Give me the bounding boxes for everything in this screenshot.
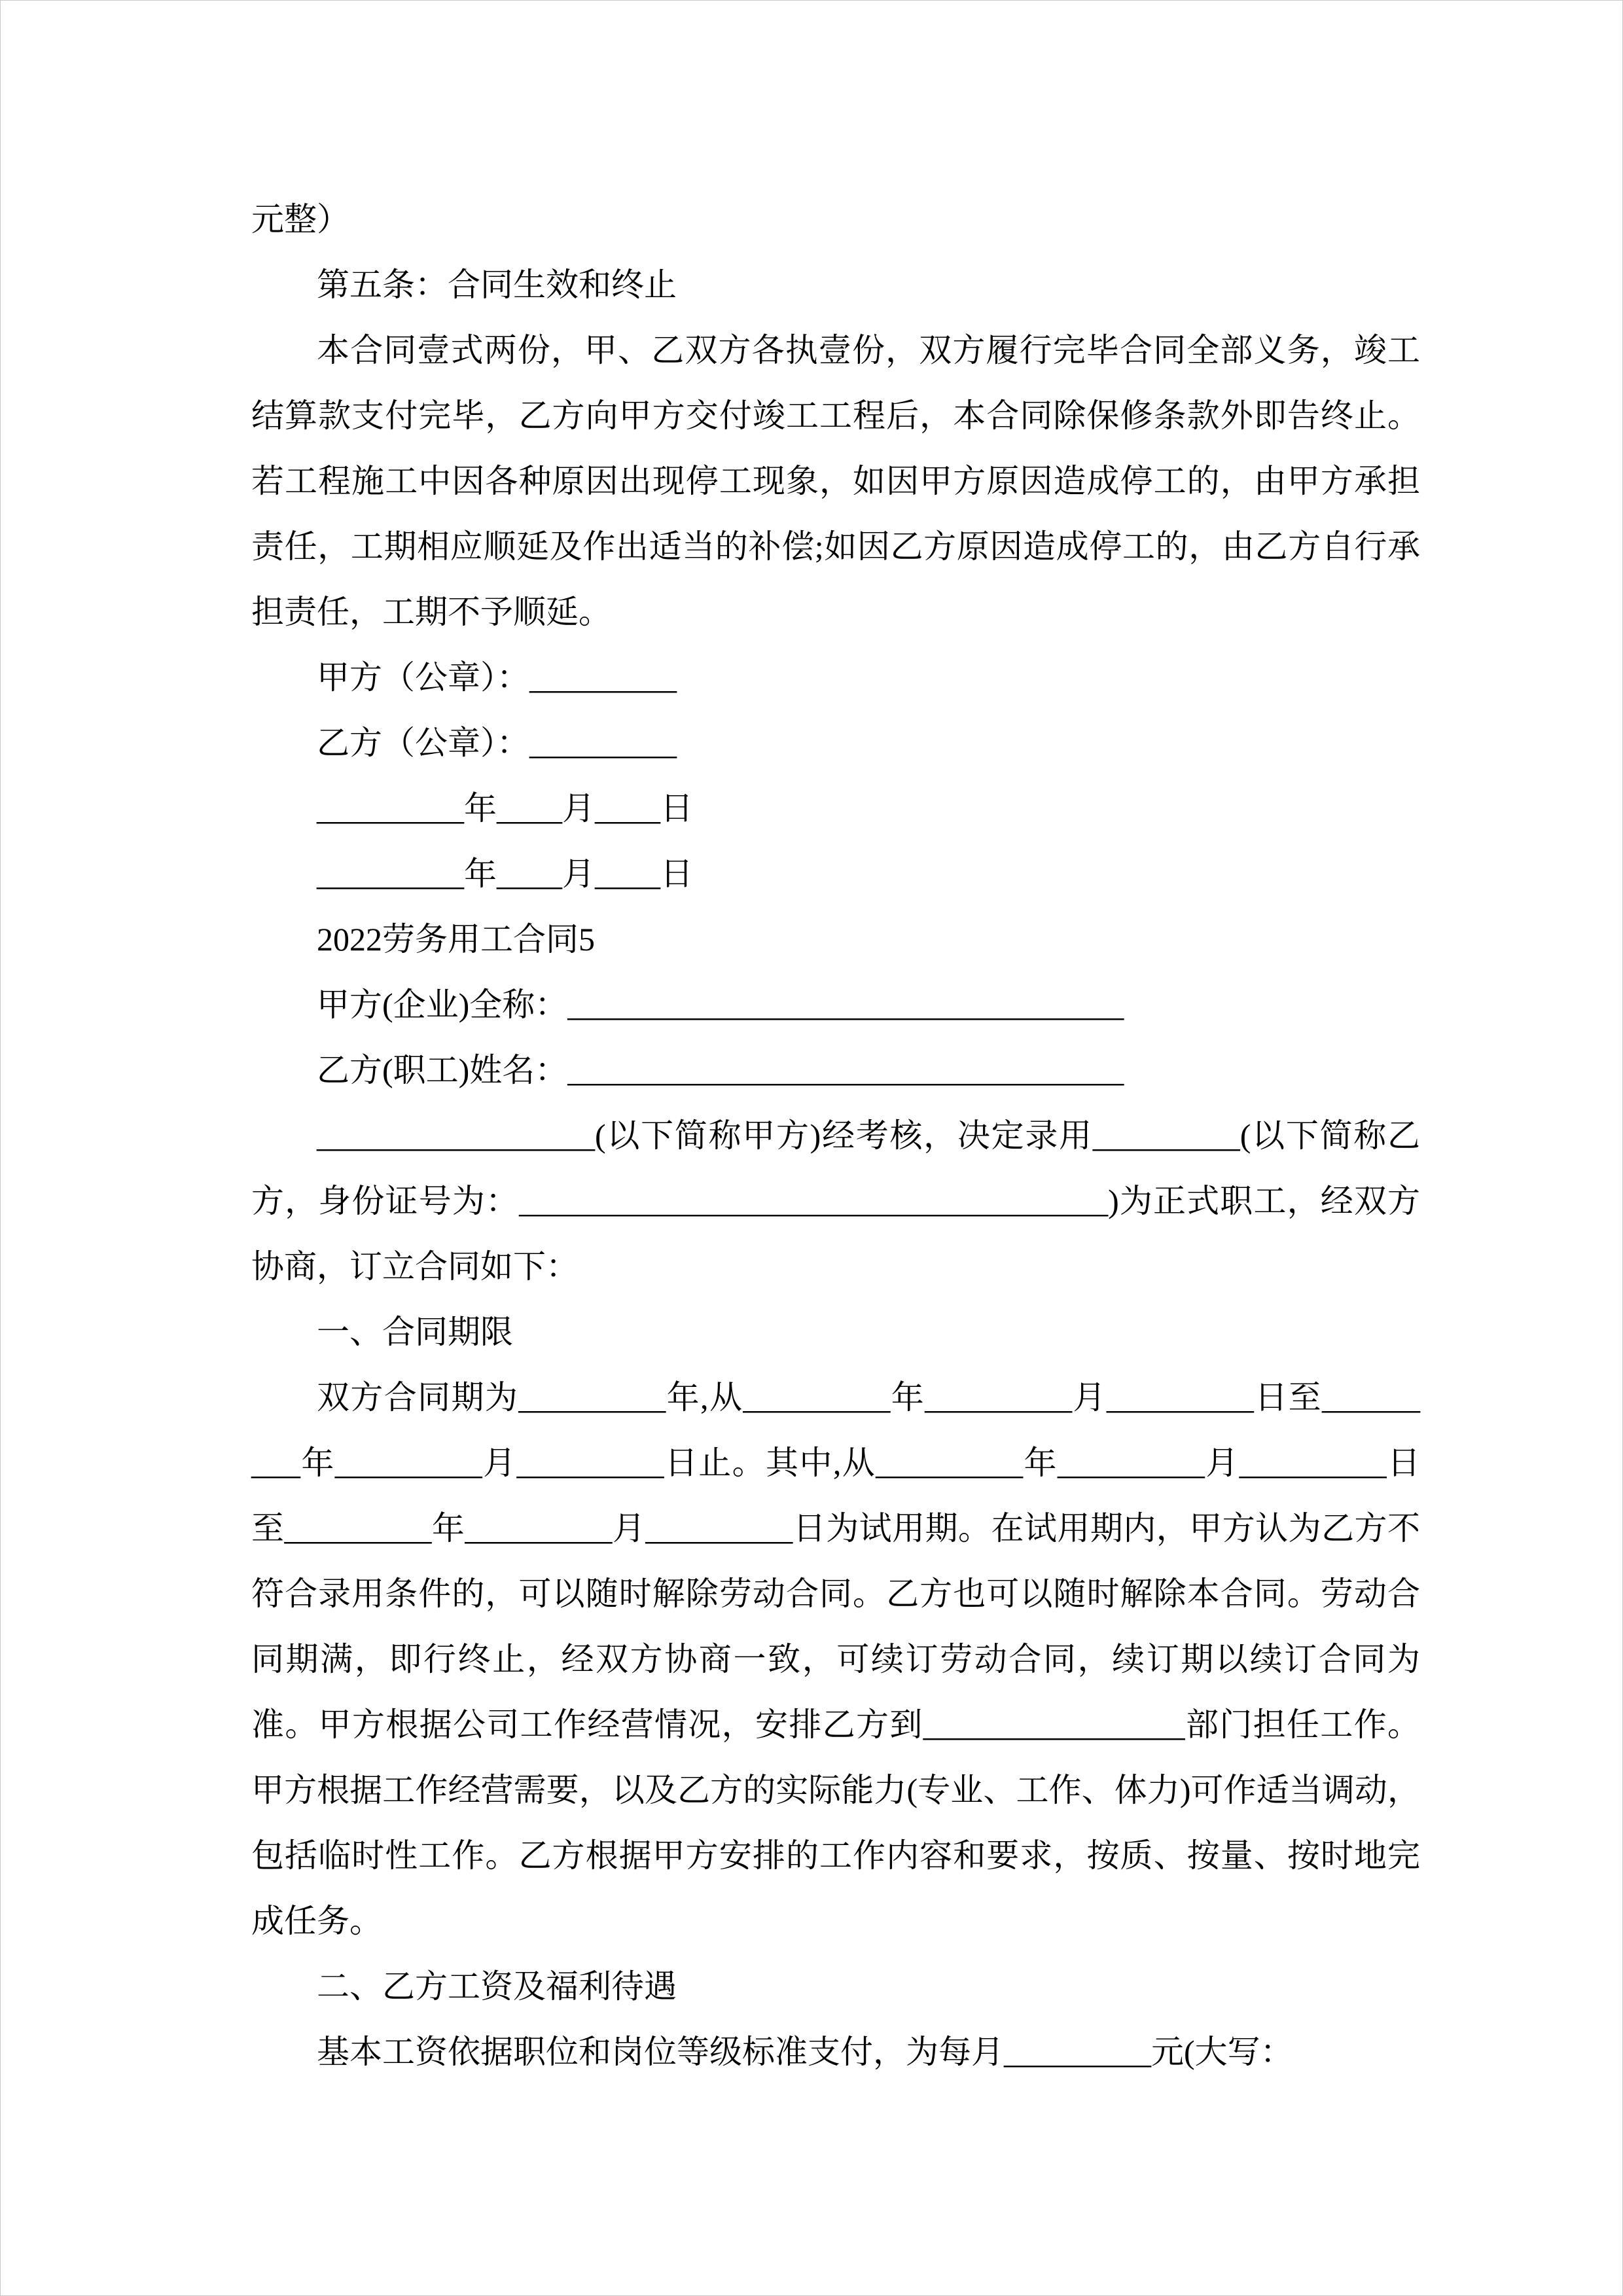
paragraph-article-5-body: 本合同壹式两份，甲、乙双方各执壹份，双方履行完毕合同全部义务，竣工结算款支付完毕，乙方向甲方交付竣工工程后，本合同除保修条款外即告终止。若工程施工中因各种原因出现停工现象，如因甲方原因造成停工的，由甲方承担责任，工期相应顺延及作出适当的补偿;如因乙方原因造成停工的，由乙方自行承担责任，工期不予顺延。 — [251, 332, 1420, 630]
paragraph-intro: _________________(以下简称甲方)经考核，决定录用_________(以下简称乙方，身份证号为：____________________________________)为正式职工，经双方协商，订立合同如下： — [251, 1117, 1420, 1285]
document-content — [251, 187, 1420, 2085]
heading-article-5: 第五条：合同生效和终止 — [317, 266, 677, 303]
heading-section-2-wages-benefits: 二、乙方工资及福利待遇 — [317, 1968, 677, 2005]
paragraph-section-1-body: 双方合同期为_________年,从_________年_________月_________日至_________年_________月_________日止。其中,从_________年_________月_________日至_________年_________月_________日为试用期。在试用期内，甲方认为乙方不符合录用条件的，可以随时解除劳动合同。乙方也可以随时解除本合同。劳动合同期满，即行终止，经双方协商一致，可续订劳动合同，续订期以续订合同为准。甲方根据公司工作经营情况，安排乙方到________________部门担任工作。甲方根据工作经营需要，以及乙方的实际能力(专业、工作、体力)可作适当调动，包括临时性工作。乙方根据甲方安排的工作内容和要求，按质、按量、按时地完成任务。 — [251, 1379, 1420, 1939]
line-date-party-b: _________年____月____日 — [317, 855, 693, 892]
line-party-a-seal: 甲方（公章）：_________ — [317, 659, 677, 696]
line-party-a-company-name: 甲方(企业)全称：__________________________________ — [317, 986, 1124, 1023]
line-party-b-seal: 乙方（公章）：_________ — [317, 725, 677, 761]
paragraph-continuation-yuanzheng: 元整） — [251, 201, 349, 238]
line-party-b-employee-name: 乙方(职工)姓名：__________________________________ — [317, 1052, 1124, 1088]
heading-section-1-contract-term: 一、合同期限 — [317, 1314, 513, 1350]
paragraph-section-2-body: 基本工资依据职位和岗位等级标准支付，为每月_________元(大写： — [317, 2034, 1293, 2070]
line-date-party-a: _________年____月____日 — [317, 790, 693, 827]
title-contract-5: 2022劳务用工合同5 — [317, 921, 595, 958]
